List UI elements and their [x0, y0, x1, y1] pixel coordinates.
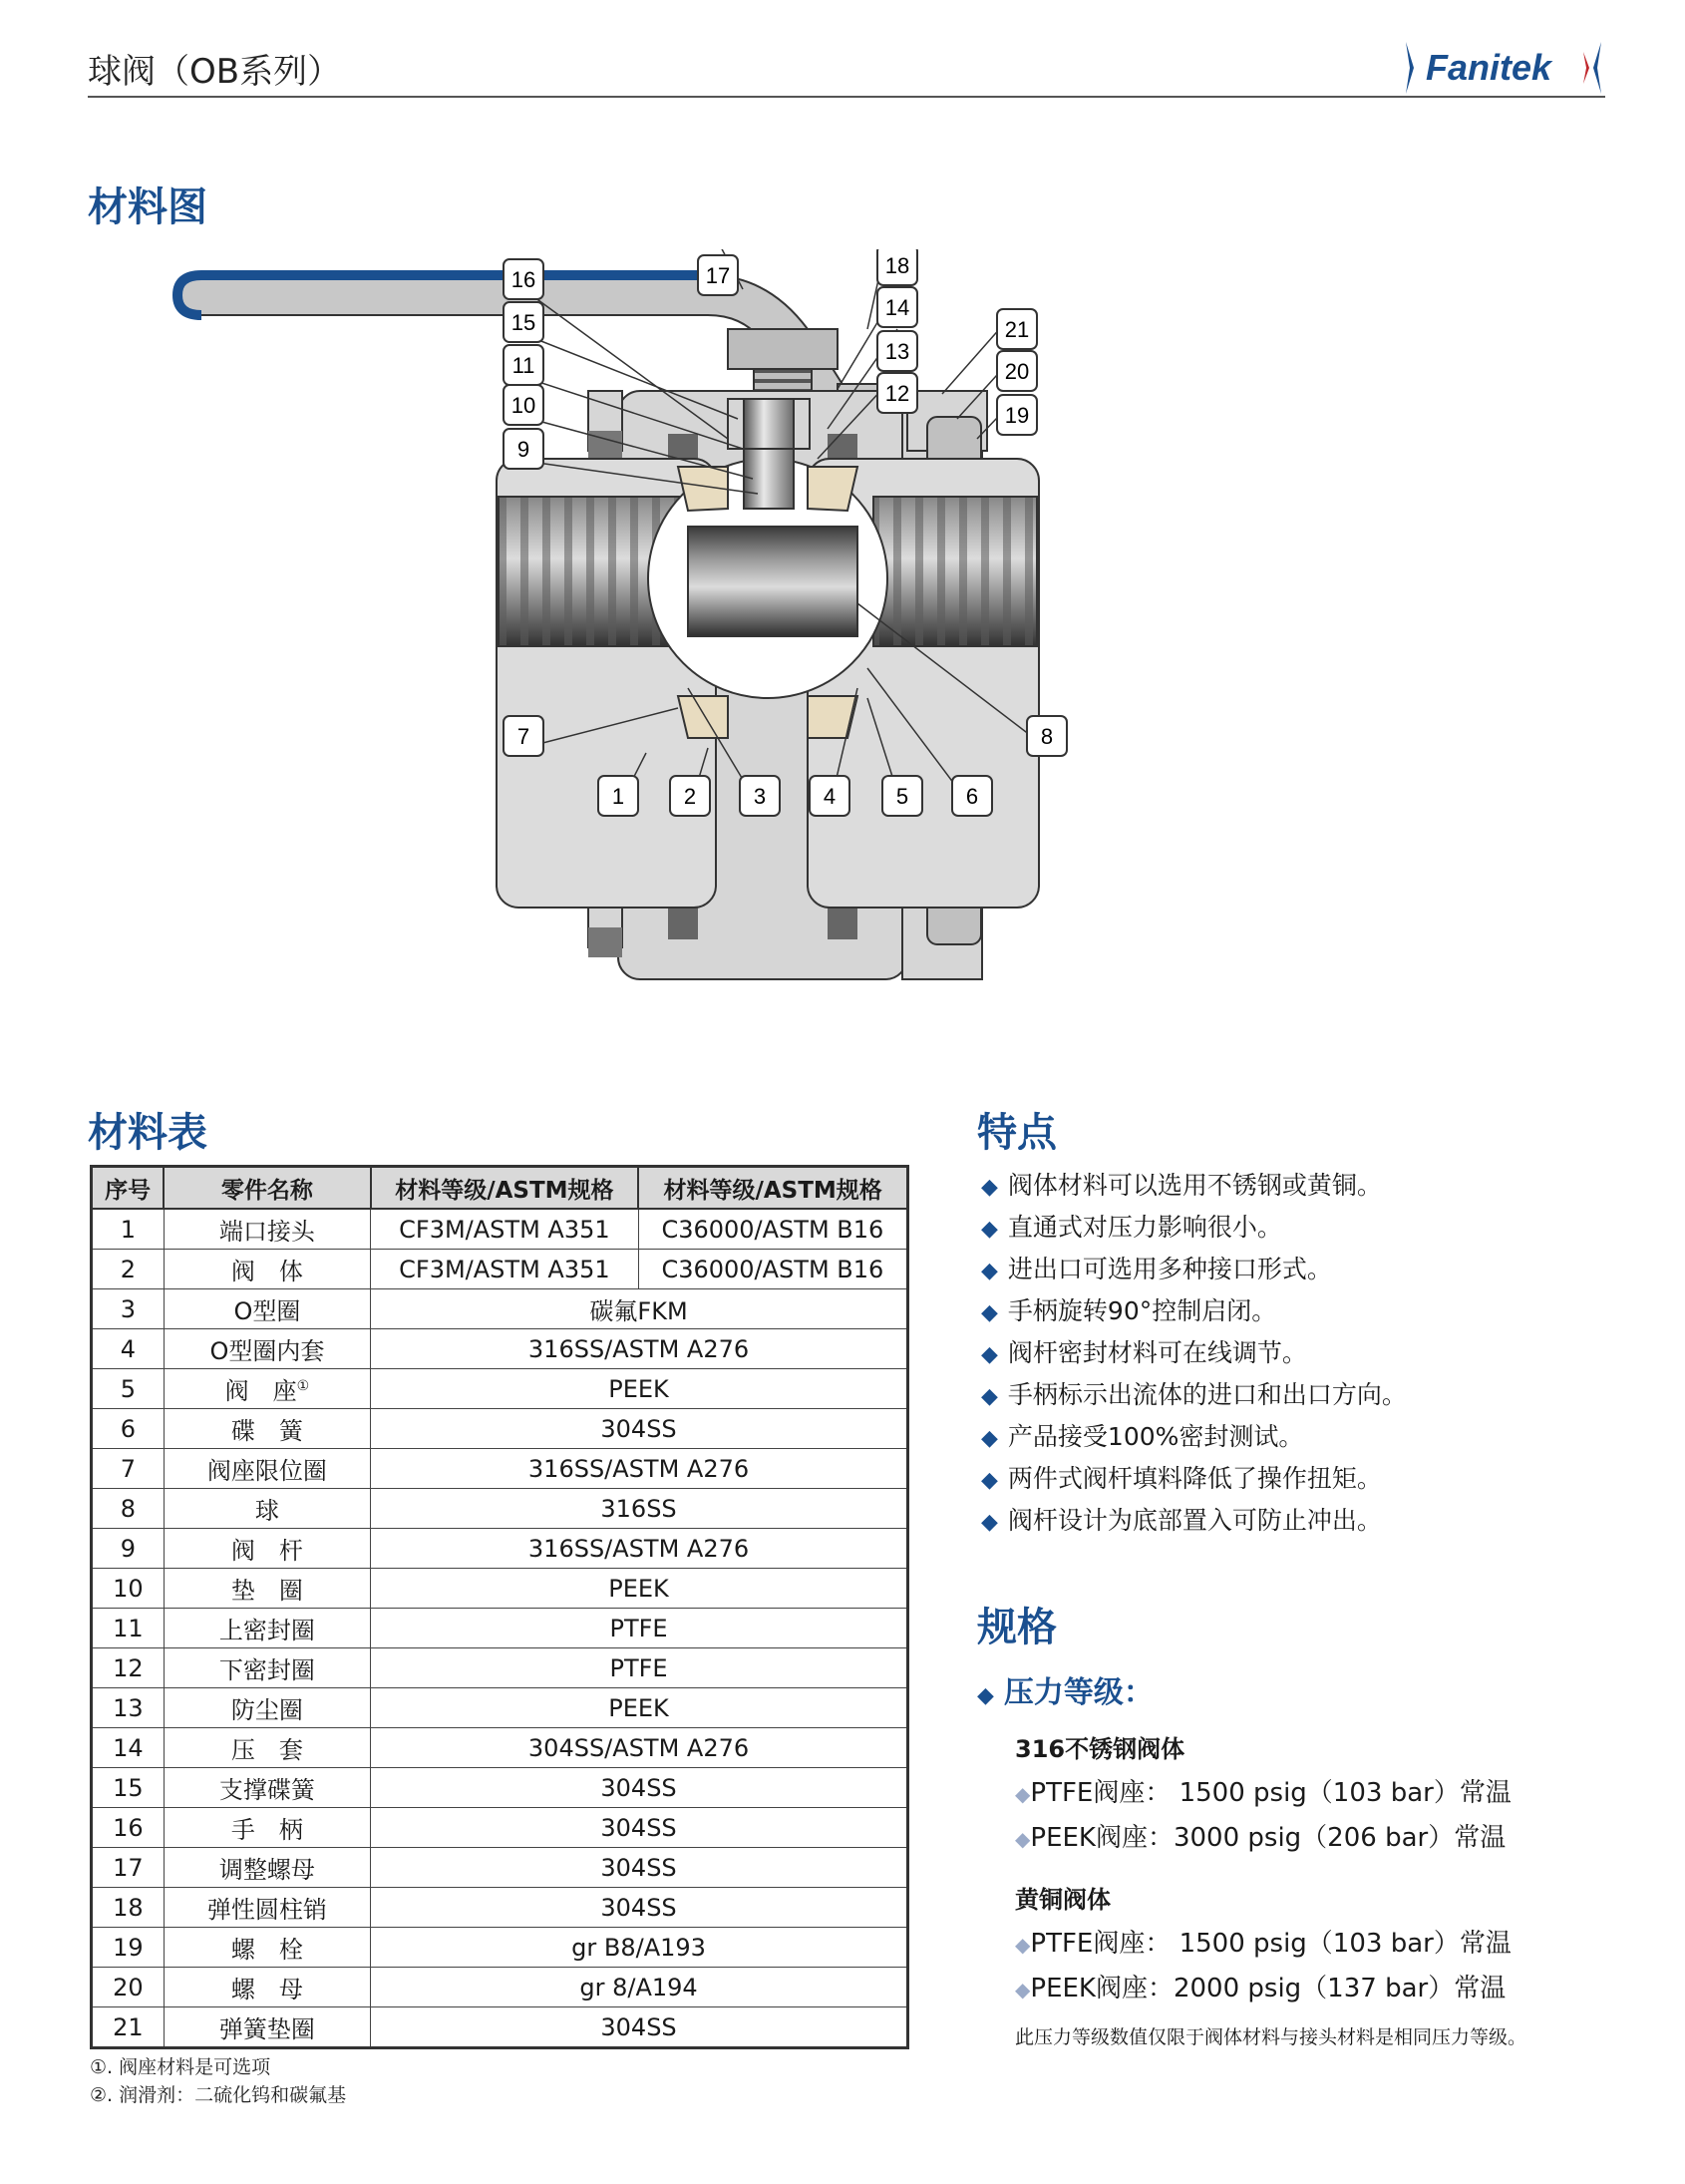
svg-text:2: 2 [683, 784, 697, 809]
callout-16 [504, 259, 543, 299]
cell-material: 304SS [371, 1768, 908, 1808]
cell-no: 10 [92, 1569, 165, 1609]
svg-text:12: 12 [884, 381, 910, 406]
cell-no: 3 [92, 1289, 165, 1329]
cell-part-name: 弹性圆柱销 [164, 1888, 370, 1928]
spec-row: ◆PEEK阀座：2000 psig（137 bar）常温 [1015, 1974, 1507, 2003]
callout-1 [598, 776, 638, 816]
diamond-bullet-icon: ◆ [981, 1217, 998, 1242]
diamond-bullet-icon: ◆ [977, 1683, 994, 1708]
table-row [92, 1609, 908, 1648]
diamond-bullet-icon: ◆ [981, 1426, 998, 1451]
cell-material: 碳氟FKM [371, 1289, 908, 1329]
feature-item: ◆ 两件式阀杆填料降低了操作扭矩。 [981, 1464, 1382, 1493]
svg-text:18: 18 [884, 253, 910, 278]
callout-17 [698, 255, 738, 295]
callout-20 [997, 351, 1037, 391]
cell-part-name: 调整螺母 [164, 1848, 370, 1888]
cell-part-name: 球 [164, 1489, 370, 1529]
diamond-bullet-icon: ◆ [981, 1300, 998, 1325]
cell-part-name: 弹簧垫圈 [164, 2007, 370, 2048]
table-row [92, 1289, 908, 1329]
callout-18 [877, 249, 917, 285]
svg-text:Fanitek: Fanitek [1426, 47, 1552, 88]
svg-text:10: 10 [510, 393, 536, 418]
spec-group-title: 316不锈钢阀体 [1015, 1735, 1185, 1763]
feature-item: ◆ 阀体材料可以选用不锈钢或黄铜。 [981, 1171, 1382, 1200]
spec-row: ◆PEEK阀座：3000 psig（206 bar）常温 [1015, 1823, 1507, 1853]
table-row [92, 1728, 908, 1768]
table-row [92, 1569, 908, 1609]
svg-text:13: 13 [884, 339, 910, 364]
cell-no: 14 [92, 1728, 165, 1768]
cell-no: 19 [92, 1928, 165, 1968]
cell-part-name: 支撑碟簧 [164, 1768, 370, 1808]
table-row [92, 1209, 908, 1250]
svg-text:19: 19 [1004, 403, 1030, 428]
cell-material: 304SS/ASTM A276 [371, 1728, 908, 1768]
svg-text:15: 15 [510, 310, 536, 335]
diamond-bullet-icon: ◆ [981, 1342, 998, 1367]
table-row [92, 1808, 908, 1848]
ball-valve-cutaway-diagram [169, 249, 1486, 1087]
table-row [92, 1688, 908, 1728]
callout-10 [504, 385, 543, 425]
cell-material: PTFE [371, 1648, 908, 1688]
table-row [92, 1529, 908, 1569]
svg-text:3: 3 [753, 784, 767, 809]
cell-material: 304SS [371, 1409, 908, 1449]
cell-part-name: 阀座限位圈 [164, 1449, 370, 1489]
cell-part-name: 压 套 [164, 1728, 370, 1768]
fanitek-logo [1404, 38, 1603, 98]
diamond-bullet-icon: ◆ [1015, 1933, 1031, 1957]
table-row [92, 1449, 908, 1489]
cell-no: 17 [92, 1848, 165, 1888]
diamond-bullet-icon: ◆ [981, 1259, 998, 1283]
features-list [981, 1165, 1619, 1542]
callout-7 [504, 716, 543, 756]
specs-block [977, 1667, 1625, 2049]
svg-text:20: 20 [1004, 359, 1030, 384]
table-header-material-1: 材料等级/ASTM规格 [371, 1167, 639, 1210]
table-row [92, 1928, 908, 1968]
cell-material: gr 8/A194 [371, 1968, 908, 2007]
cell-material: gr B8/A193 [371, 1928, 908, 1968]
spec-row: ◆PTFE阀座： 1500 psig（103 bar）常温 [1015, 1929, 1512, 1959]
callout-9 [504, 429, 543, 469]
cell-material: 304SS [371, 2007, 908, 2048]
callout-13 [877, 331, 917, 371]
cell-no: 6 [92, 1409, 165, 1449]
diamond-bullet-icon: ◆ [1015, 1978, 1031, 2002]
cell-no: 21 [92, 2007, 165, 2048]
cell-part-name: 阀 杆 [164, 1529, 370, 1569]
callout-5 [882, 776, 922, 816]
cell-no: 5 [92, 1369, 165, 1409]
feature-item: ◆ 直通式对压力影响很小。 [981, 1213, 1282, 1242]
callout-4 [810, 776, 849, 816]
cell-no: 4 [92, 1329, 165, 1369]
diamond-bullet-icon: ◆ [981, 1175, 998, 1200]
cell-material: 316SS/ASTM A276 [371, 1449, 908, 1489]
cell-material: PEEK [371, 1369, 908, 1409]
table-row [92, 1888, 908, 1928]
cell-no: 8 [92, 1489, 165, 1529]
cell-material: 316SS [371, 1489, 908, 1529]
cell-material: PTFE [371, 1609, 908, 1648]
cell-part-name: 阀 座① [164, 1369, 370, 1409]
callout-11 [504, 345, 543, 385]
cell-no: 11 [92, 1609, 165, 1648]
svg-text:7: 7 [516, 724, 530, 749]
diamond-bullet-icon: ◆ [981, 1510, 998, 1535]
feature-item: ◆ 手柄标示出流体的进口和出口方向。 [981, 1380, 1407, 1409]
table-row [92, 1968, 908, 2007]
callout-19 [997, 395, 1037, 435]
pressure-rating-heading: ◆ 压力等级： [977, 1675, 1154, 1710]
cell-no: 20 [92, 1968, 165, 2007]
materials-table [90, 1165, 909, 2049]
specs-section-title: 规格 [977, 1605, 1057, 1650]
header-rule [88, 96, 1605, 98]
diamond-bullet-icon: ◆ [1015, 1782, 1031, 1806]
callout-3 [740, 776, 780, 816]
cell-material: 304SS [371, 1848, 908, 1888]
callout-14 [877, 287, 917, 327]
callout-6 [952, 776, 992, 816]
table-row [92, 1369, 908, 1409]
table-header-part: 零件名称 [164, 1167, 370, 1210]
diamond-bullet-icon: ◆ [981, 1384, 998, 1409]
cell-no: 18 [92, 1888, 165, 1928]
callout-12 [877, 373, 917, 413]
cell-part-name: O型圈 [164, 1289, 370, 1329]
cell-part-name: 碟 簧 [164, 1409, 370, 1449]
cell-material: 316SS/ASTM A276 [371, 1529, 908, 1569]
svg-text:9: 9 [516, 437, 530, 462]
footnote-marker: ① [296, 1378, 310, 1394]
table-note-2: ②. 润滑剂：二硫化钨和碳氟基 [90, 2084, 347, 2106]
cell-material: PEEK [371, 1688, 908, 1728]
svg-text:1: 1 [611, 784, 625, 809]
table-row [92, 1250, 908, 1289]
svg-text:14: 14 [884, 295, 910, 320]
table-row [92, 2007, 908, 2048]
table-row [92, 1648, 908, 1688]
feature-item: ◆ 阀杆密封材料可在线调节。 [981, 1338, 1307, 1367]
cell-material-2: C36000/ASTM B16 [638, 1209, 907, 1250]
table-row [92, 1409, 908, 1449]
diamond-bullet-icon: ◆ [1015, 1827, 1031, 1851]
feature-item: ◆ 阀杆设计为底部置入可防止冲出。 [981, 1506, 1382, 1535]
callout-15 [504, 302, 543, 342]
features-section-title: 特点 [977, 1110, 1057, 1156]
svg-text:11: 11 [511, 353, 535, 378]
cell-no: 16 [92, 1808, 165, 1848]
table-row [92, 1329, 908, 1369]
spec-note: 此压力等级数值仅限于阀体材料与接头材料是相同压力等级。 [1015, 2026, 1527, 2048]
cell-part-name: 螺 母 [164, 1968, 370, 2007]
cell-part-name: 上密封圈 [164, 1609, 370, 1648]
spec-group-title: 黄铜阀体 [1015, 1886, 1111, 1914]
cell-material: 316SS/ASTM A276 [371, 1329, 908, 1369]
cell-material: PEEK [371, 1569, 908, 1609]
cell-no: 2 [92, 1250, 165, 1289]
cell-material-1: CF3M/ASTM A351 [371, 1250, 639, 1289]
spec-row: ◆PTFE阀座： 1500 psig（103 bar）常温 [1015, 1778, 1512, 1808]
cell-part-name: 手 柄 [164, 1808, 370, 1848]
diagram-section-title: 材料图 [88, 184, 207, 230]
cell-material-1: CF3M/ASTM A351 [371, 1209, 639, 1250]
cell-no: 9 [92, 1529, 165, 1569]
table-note-1: ①. 阀座材料是可选项 [90, 2056, 271, 2078]
callout-2 [670, 776, 710, 816]
table-section-title: 材料表 [88, 1110, 207, 1156]
cell-part-name: 垫 圈 [164, 1569, 370, 1609]
cell-no: 12 [92, 1648, 165, 1688]
diamond-bullet-icon: ◆ [981, 1468, 998, 1493]
feature-item: ◆ 进出口可选用多种接口形式。 [981, 1255, 1332, 1283]
cell-no: 7 [92, 1449, 165, 1489]
feature-item: ◆ 手柄旋转90°控制启闭。 [981, 1296, 1277, 1325]
svg-text:8: 8 [1040, 724, 1054, 749]
cell-part-name: 下密封圈 [164, 1648, 370, 1688]
table-row [92, 1489, 908, 1529]
svg-text:4: 4 [823, 784, 837, 809]
table-row [92, 1768, 908, 1808]
cell-part-name: O型圈内套 [164, 1329, 370, 1369]
cell-part-name: 阀 体 [164, 1250, 370, 1289]
cell-no: 15 [92, 1768, 165, 1808]
table-row [92, 1848, 908, 1888]
table-header-no: 序号 [92, 1167, 165, 1210]
page-header-title: 球阀（OB系列） [88, 52, 342, 92]
callout-21 [997, 309, 1037, 349]
cell-part-name: 螺 栓 [164, 1928, 370, 1968]
svg-text:6: 6 [965, 784, 979, 809]
cell-part-name: 端口接头 [164, 1209, 370, 1250]
svg-text:5: 5 [895, 784, 909, 809]
svg-text:16: 16 [510, 267, 536, 292]
cell-part-name: 防尘圈 [164, 1688, 370, 1728]
cell-no: 13 [92, 1688, 165, 1728]
svg-text:17: 17 [705, 263, 731, 288]
table-header-material-2: 材料等级/ASTM规格 [638, 1167, 907, 1210]
cell-material: 304SS [371, 1808, 908, 1848]
cell-material-2: C36000/ASTM B16 [638, 1250, 907, 1289]
cell-no: 1 [92, 1209, 165, 1250]
cell-material: 304SS [371, 1888, 908, 1928]
callout-8 [1027, 716, 1067, 756]
svg-text:21: 21 [1004, 317, 1030, 342]
feature-item: ◆ 产品接受100%密封测试。 [981, 1422, 1304, 1451]
